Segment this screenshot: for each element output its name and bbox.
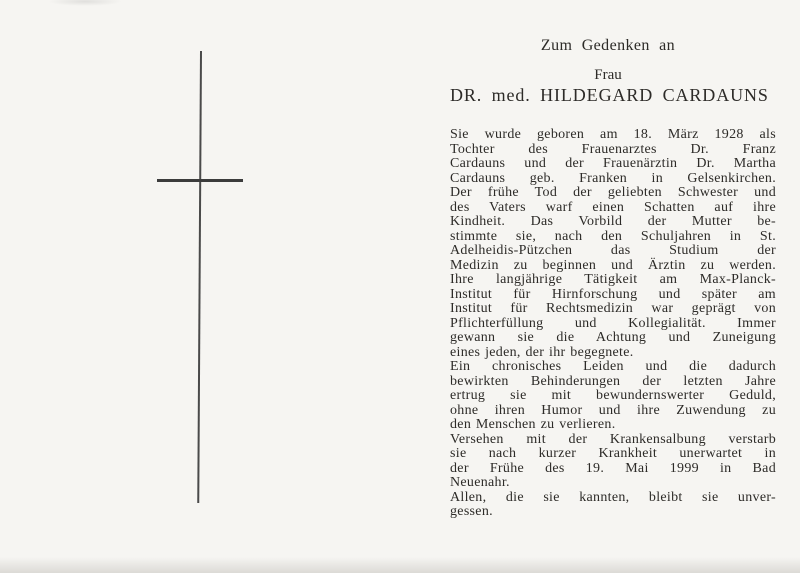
obituary-line: Versehen mit der Krankensalbung verstarb xyxy=(450,431,776,447)
obituary-line: Pflichterfüllung und Kollegialität. Immer xyxy=(450,315,776,331)
dedication-line: Zum Gedenken an xyxy=(540,37,676,54)
obituary-paragraph xyxy=(450,360,776,433)
obituary-line: gewann sie die Achtung und Zuneigung xyxy=(450,330,776,345)
obituary-line: Institut für Rechtsmedizin war geprägt von xyxy=(450,301,776,316)
obituary-paragraph xyxy=(450,433,776,491)
cross-vertical-bar xyxy=(197,51,201,503)
obituary-line: Institut für Hirnforschung und später am xyxy=(450,286,776,302)
obituary-line: ohne ihren Humor und ihre Zuwendung zu xyxy=(450,402,776,418)
obituary-line: Adelheidis-Pützchen das Studium der xyxy=(450,243,776,258)
cross-horizontal-bar xyxy=(157,179,243,182)
salutation-line: Frau xyxy=(594,67,622,83)
obituary-paragraph xyxy=(450,186,776,273)
obituary-line: des Vaters warf einen Schatten auf ihre xyxy=(450,199,776,215)
memorial-header xyxy=(450,38,776,105)
memorial-text-column xyxy=(450,38,776,520)
obituary-line: Cardauns geb. Franken in Gelsenkirchen. xyxy=(450,170,776,186)
obituary-line: Kindheit. Das Vorbild der Mutter be- xyxy=(450,214,776,229)
obituary-line: gessen. xyxy=(450,504,493,519)
obituary-line: der Frühe des 19. Mai 1999 in Bad xyxy=(450,460,776,476)
obituary-line: eines jeden, der ihr begegnete. xyxy=(450,344,634,360)
obituary-line: Der frühe Tod der geliebten Schwester und xyxy=(450,185,776,200)
obituary-line: Sie wurde geboren am 18. März 1928 als xyxy=(450,127,776,142)
obituary-line: Neuenahr. xyxy=(450,475,510,490)
obituary-line: Allen, die sie kannten, bleibt sie unver- xyxy=(450,489,776,505)
deceased-name: DR. med. HILDEGARD CARDAUNS xyxy=(450,85,769,105)
obituary-line: Ein chronisches Leiden und die dadurch xyxy=(450,359,776,374)
cross-icon xyxy=(0,0,300,573)
obituary-paragraph xyxy=(450,491,776,520)
obituary-line: Ihre langjährige Tätigkeit am Max-Planck- xyxy=(450,272,776,287)
obituary-line: Cardauns und der Frauenärztin Dr. Martha xyxy=(450,156,776,171)
obituary-line: den Menschen zu verlieren. xyxy=(450,417,616,432)
obituary-line: bewirkten Behinderungen der letzten Jahre xyxy=(450,373,776,389)
obituary-line: ertrug sie mit bewundernswerter Geduld, xyxy=(450,388,776,403)
obituary-line: stimmte sie, nach den Schuljahren in St. xyxy=(450,228,776,244)
obituary-paragraph xyxy=(450,128,776,186)
obituary-line: Medizin zu beginnen und Ärztin zu werden. xyxy=(450,257,776,273)
obituary-line: sie nach kurzer Krankheit unerwartet in xyxy=(450,446,776,461)
obituary-line: Tochter des Frauenarztes Dr. Franz xyxy=(450,141,776,157)
obituary-text xyxy=(450,128,776,520)
obituary-paragraph xyxy=(450,273,776,360)
